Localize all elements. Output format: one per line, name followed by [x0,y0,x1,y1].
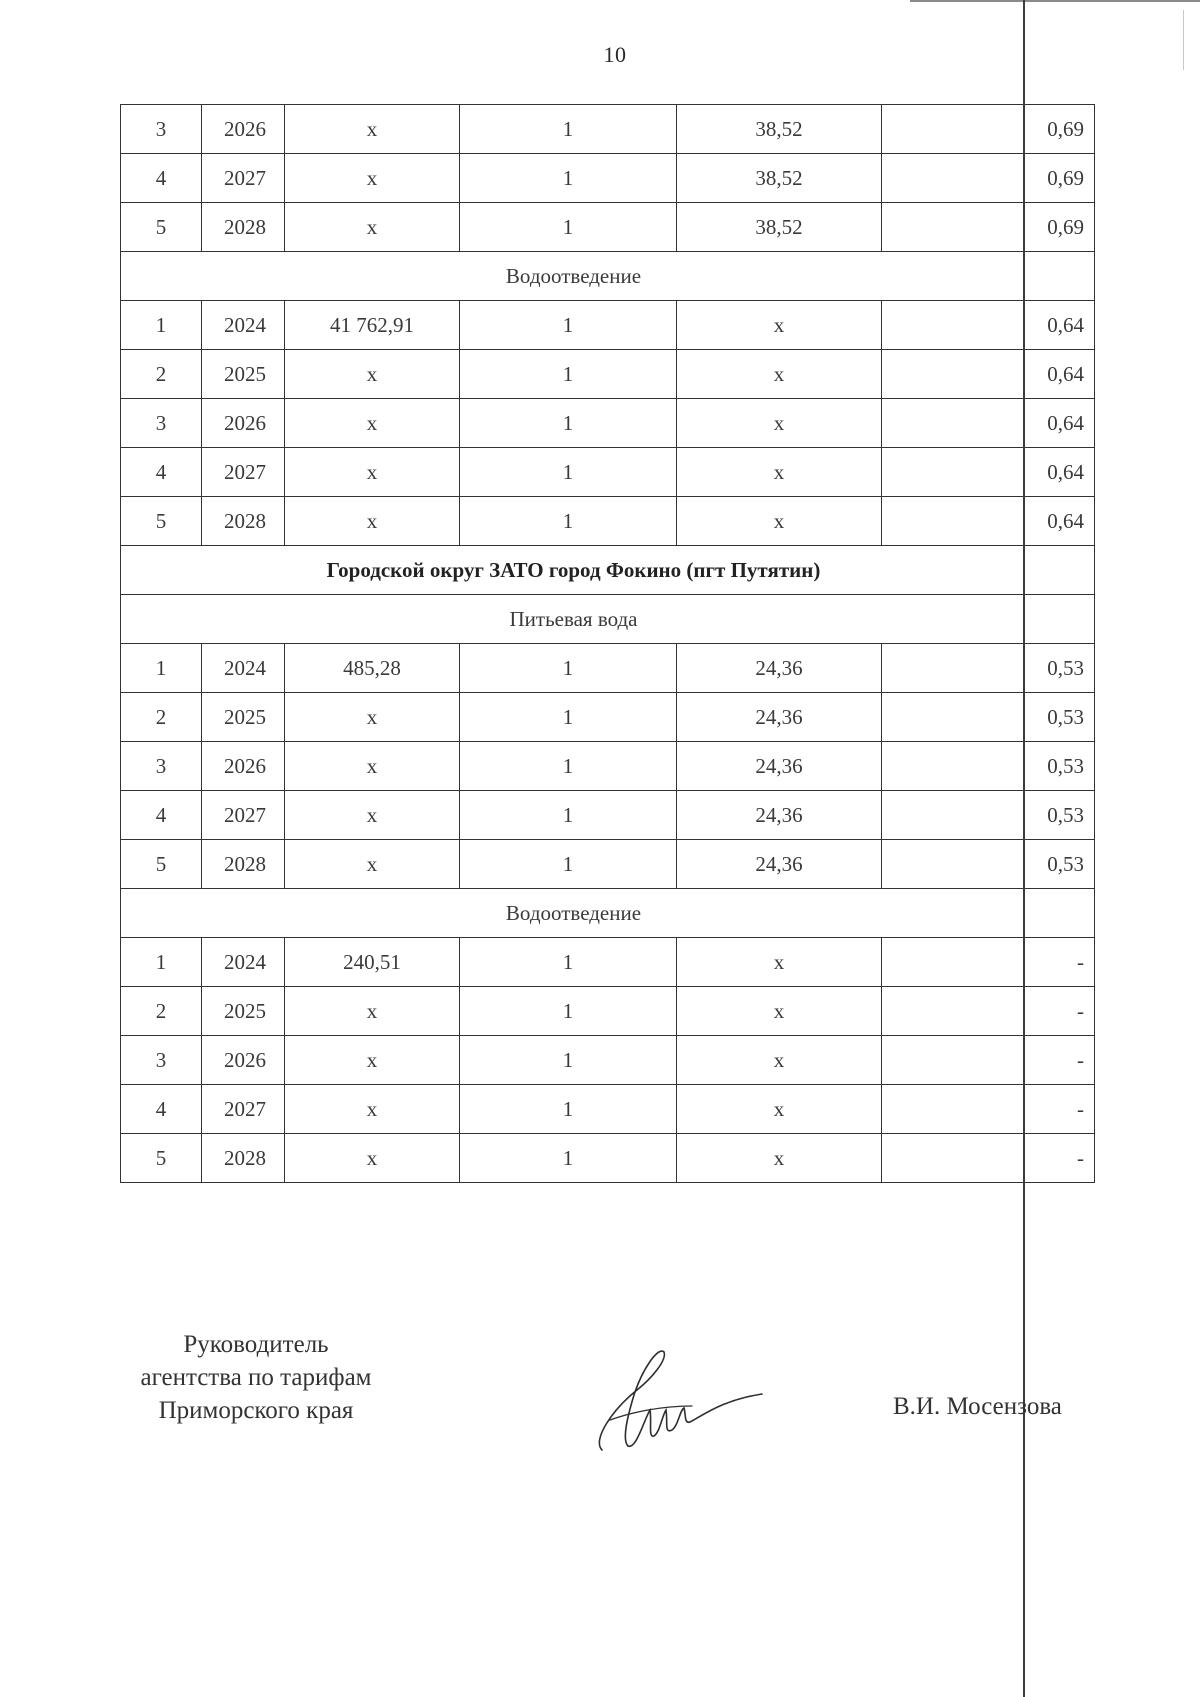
row-number-cell: 2 [121,350,202,399]
index-cell: 1 [460,1085,677,1134]
row-number-cell: 3 [121,105,202,154]
rate-cell: х [677,497,882,546]
base-value-cell: х [285,350,460,399]
year-cell: 2028 [202,1134,285,1183]
year-cell: 2027 [202,154,285,203]
base-value-cell: х [285,1036,460,1085]
tariff-table-body [121,105,1095,1183]
year-cell: 2024 [202,938,285,987]
row-number-cell: 1 [121,644,202,693]
region-header-cell [121,546,1095,595]
coefficient-cell: - [882,1085,1095,1134]
base-value-cell: х [285,742,460,791]
rate-cell: 24,36 [677,742,882,791]
index-cell: 1 [460,497,677,546]
base-value-cell: х [285,203,460,252]
base-value-cell: х [285,399,460,448]
table-row [121,350,1095,399]
year-cell: 2028 [202,203,285,252]
coefficient-cell: 0,53 [882,693,1095,742]
coefficient-cell: 0,53 [882,644,1095,693]
table-row [121,448,1095,497]
base-value-cell: 240,51 [285,938,460,987]
year-cell: 2025 [202,693,285,742]
table-row [121,154,1095,203]
coefficient-cell: - [882,1036,1095,1085]
index-cell: 1 [460,105,677,154]
base-value-cell: х [285,105,460,154]
rate-cell: 24,36 [677,840,882,889]
signatory-name: В.И. Мосензова [893,1393,1062,1420]
table-row [121,1134,1095,1183]
table-row [121,938,1095,987]
section-header-row [121,889,1095,938]
table-row [121,791,1095,840]
index-cell: 1 [460,742,677,791]
scan-edge-artifact [910,0,1200,2]
rate-cell: 24,36 [677,693,882,742]
row-number-cell: 3 [121,1036,202,1085]
year-cell: 2027 [202,448,285,497]
year-cell: 2024 [202,301,285,350]
row-number-cell: 5 [121,203,202,252]
base-value-cell: х [285,987,460,1036]
section-header-cell [121,595,1095,644]
section-header-cell [121,889,1095,938]
row-number-cell: 5 [121,1134,202,1183]
rate-cell: 38,52 [677,203,882,252]
row-number-cell: 5 [121,840,202,889]
row-number-cell: 1 [121,301,202,350]
section-header-row [121,252,1095,301]
coefficient-cell: - [882,938,1095,987]
index-cell: 1 [460,301,677,350]
rate-cell: х [677,350,882,399]
table-row [121,742,1095,791]
rate-cell: 38,52 [677,154,882,203]
table-row [121,693,1095,742]
base-value-cell: х [285,791,460,840]
index-cell: 1 [460,1036,677,1085]
rate-cell: х [677,301,882,350]
handwritten-signature [592,1350,767,1460]
table-row [121,105,1095,154]
row-number-cell: 4 [121,448,202,497]
coefficient-cell: 0,64 [882,399,1095,448]
table-row [121,644,1095,693]
section-title: Питьевая вода [509,606,638,631]
rate-cell: 38,52 [677,105,882,154]
coefficient-cell: 0,64 [882,497,1095,546]
scan-line-artifact [1023,0,1025,1697]
year-cell: 2024 [202,644,285,693]
row-number-cell: 4 [121,154,202,203]
rate-cell: х [677,399,882,448]
coefficient-cell: 0,69 [882,203,1095,252]
base-value-cell: х [285,1134,460,1183]
year-cell: 2028 [202,840,285,889]
row-number-cell: 3 [121,742,202,791]
row-number-cell: 1 [121,938,202,987]
base-value-cell: х [285,1085,460,1134]
index-cell: 1 [460,938,677,987]
row-number-cell: 2 [121,693,202,742]
tariff-table [120,104,1095,1183]
index-cell: 1 [460,840,677,889]
rate-cell: х [677,938,882,987]
index-cell: 1 [460,448,677,497]
row-number-cell: 2 [121,987,202,1036]
coefficient-cell: - [882,987,1095,1036]
year-cell: 2027 [202,791,285,840]
year-cell: 2026 [202,399,285,448]
table-row [121,987,1095,1036]
region-header-row [121,546,1095,595]
table-row [121,497,1095,546]
signatory-title-line: Приморского края [158,1397,354,1424]
signatory-title-line: агентства по тарифам [140,1364,372,1391]
base-value-cell: х [285,497,460,546]
rate-cell: х [677,1036,882,1085]
index-cell: 1 [460,154,677,203]
coefficient-cell: 0,64 [882,350,1095,399]
table-row [121,301,1095,350]
index-cell: 1 [460,644,677,693]
index-cell: 1 [460,791,677,840]
coefficient-cell: 0,53 [882,791,1095,840]
index-cell: 1 [460,399,677,448]
coefficient-cell: 0,64 [882,301,1095,350]
table-row [121,399,1095,448]
table-row [121,840,1095,889]
table-row [121,1036,1095,1085]
year-cell: 2028 [202,497,285,546]
base-value-cell: х [285,154,460,203]
scan-edge-artifact [1183,10,1184,70]
rate-cell: х [677,1134,882,1183]
coefficient-cell: 0,69 [882,154,1095,203]
coefficient-cell: - [882,1134,1095,1183]
coefficient-cell: 0,64 [882,448,1095,497]
page-number: 10 [603,42,627,67]
section-header-cell [121,252,1095,301]
index-cell: 1 [460,693,677,742]
rate-cell: х [677,448,882,497]
row-number-cell: 4 [121,791,202,840]
rate-cell: 24,36 [677,644,882,693]
year-cell: 2027 [202,1085,285,1134]
signatory-title [116,1328,396,1427]
rate-cell: х [677,1085,882,1134]
base-value-cell: х [285,693,460,742]
coefficient-cell: 0,69 [882,105,1095,154]
table-row [121,1085,1095,1134]
base-value-cell: 41 762,91 [285,301,460,350]
year-cell: 2026 [202,105,285,154]
region-title: Городской округ ЗАТО город Фокино (пгт Путятин) [326,557,821,582]
table-row [121,203,1095,252]
year-cell: 2025 [202,350,285,399]
index-cell: 1 [460,1134,677,1183]
year-cell: 2026 [202,742,285,791]
section-header-row [121,595,1095,644]
index-cell: 1 [460,203,677,252]
section-title: Водоотведение [505,263,642,288]
base-value-cell: х [285,448,460,497]
row-number-cell: 5 [121,497,202,546]
index-cell: 1 [460,350,677,399]
coefficient-cell: 0,53 [882,840,1095,889]
row-number-cell: 3 [121,399,202,448]
rate-cell: х [677,987,882,1036]
section-title: Водоотведение [505,900,642,925]
index-cell: 1 [460,987,677,1036]
signatory-title-line: Руководитель [183,1331,329,1358]
base-value-cell: х [285,840,460,889]
rate-cell: 24,36 [677,791,882,840]
year-cell: 2025 [202,987,285,1036]
row-number-cell: 4 [121,1085,202,1134]
base-value-cell: 485,28 [285,644,460,693]
year-cell: 2026 [202,1036,285,1085]
coefficient-cell: 0,53 [882,742,1095,791]
